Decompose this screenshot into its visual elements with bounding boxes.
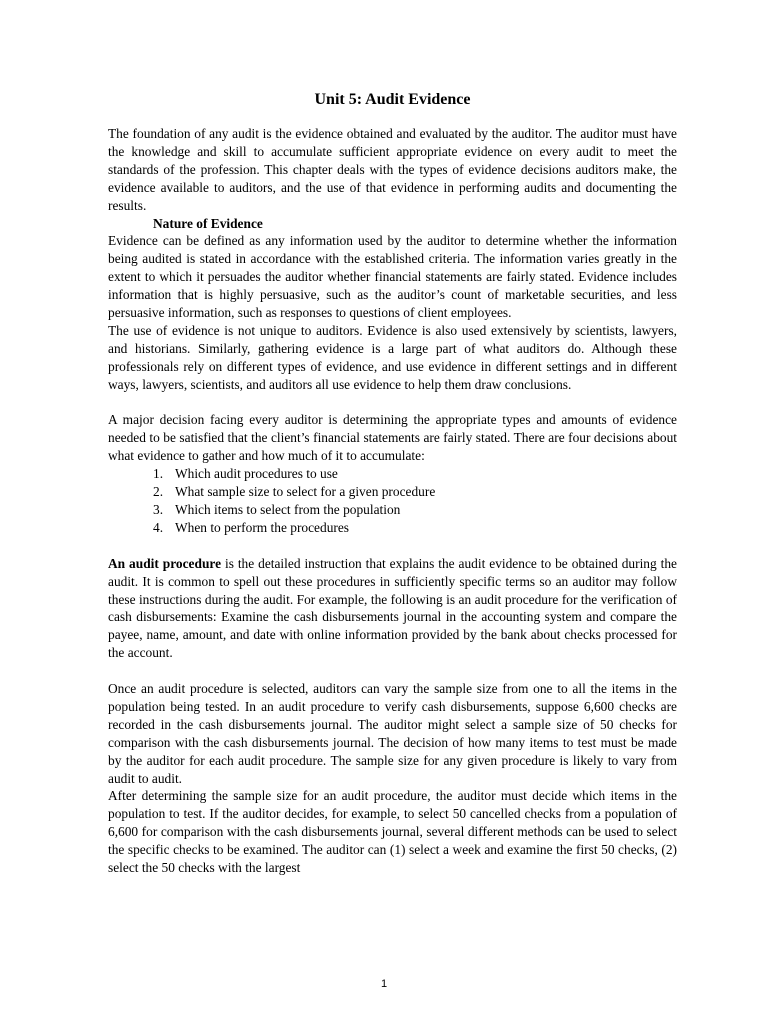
sample-paragraph-2: After determining the sample size for an audit procedure, the auditor must decide which items in the population to test. If the auditor decides, for example, to select 50 cancelled checks from a population of 6,600 for comparison with the cash disbursements journal, several different methods can be used to select the specific checks to be examined. The auditor can (1) select a week and examine the first 50 checks, (2) select the 50 checks with the largest bbox=[108, 788, 677, 876]
paragraph-spacer bbox=[108, 537, 677, 555]
nature-paragraph-1: Evidence can be defined as any information used by the auditor to determine whether the information being audited is stated in accordance with the established criteria. The information varies greatly in the extent to which it persuades the auditor whether financial statements are fairly stated. Evidence includes information that is highly persuasive, such as the auditor’s count of marketable securities, and less persuasive information, such as responses to questions of client employees. bbox=[108, 233, 677, 321]
list-item-number: 3. bbox=[153, 502, 164, 518]
decision-list bbox=[108, 465, 677, 537]
sample-paragraph-1: Once an audit procedure is selected, auditors can vary the sample size from one to all the items in the population being tested. In an audit procedure to verify cash disbursements, suppose 6,600 checks are recorded in the cash disbursements journal. The auditor might select a sample size of 50 checks for comparison with the cash disbursements journal. The decision of how many items to test must be made by the auditor for each audit procedure. The sample size for any given procedure is likely to vary from audit to audit. bbox=[108, 681, 677, 786]
list-item bbox=[153, 519, 677, 537]
document-page bbox=[108, 90, 677, 877]
procedure-paragraph bbox=[108, 555, 677, 662]
list-item bbox=[153, 465, 677, 483]
page-number: 1 bbox=[380, 978, 388, 990]
list-item-text: What sample size to select for a given procedure bbox=[175, 484, 436, 500]
procedure-definition: is the detailed instruction that explains the audit evidence to be obtained during the audit. It is common to spell out these procedures in sufficiently specific terms so an auditor may follow these instructions during the audit. For example, the following is an audit procedure for the verification of cash disbursements: Examine the cash disbursements journal in the accounting system and compare the payee, name, amount, and date with online information provided by the bank about checks processed for the account. bbox=[108, 555, 677, 661]
decision-paragraph: A major decision facing every auditor is determining the appropriate types and amounts of evidence needed to be satisfied that the client’s financial statements are fairly stated. There are four decisions about what evidence to gather and how much of it to accumulate: bbox=[108, 412, 677, 464]
paragraph-spacer bbox=[108, 394, 677, 412]
nature-paragraph-2: The use of evidence is not unique to auditors. Evidence is also used extensively by scientists, lawyers, and historians. Similarly, gathering evidence is a large part of what auditors do. Although these professionals rely on different types of evidence, and use evidence in different settings and in different ways, lawyers, scientists, and auditors all use evidence to help them draw conclusions. bbox=[108, 322, 677, 392]
list-item bbox=[153, 501, 677, 519]
list-item-text: When to perform the procedures bbox=[175, 519, 350, 535]
section-heading: Nature of Evidence bbox=[153, 215, 263, 231]
page-title: Unit 5: Audit Evidence bbox=[314, 91, 471, 108]
procedure-term: An audit procedure bbox=[108, 555, 222, 571]
list-item-number: 1. bbox=[153, 466, 164, 482]
list-item-number: 2. bbox=[153, 484, 164, 500]
intro-paragraph: The foundation of any audit is the evidence obtained and evaluated by the auditor. The auditor must have the knowledge and skill to accumulate sufficient appropriate evidence on every audit to meet the standards of the profession. This chapter deals with the types of evidence decisions auditors make, the evidence available to auditors, and the use of that evidence in performing audits and documenting the results. bbox=[108, 126, 677, 213]
paragraph-spacer bbox=[108, 662, 677, 680]
list-item-number: 4. bbox=[153, 519, 164, 535]
list-item-text: Which items to select from the population bbox=[175, 502, 401, 518]
list-item-text: Which audit procedures to use bbox=[175, 466, 338, 482]
list-item bbox=[153, 483, 677, 501]
